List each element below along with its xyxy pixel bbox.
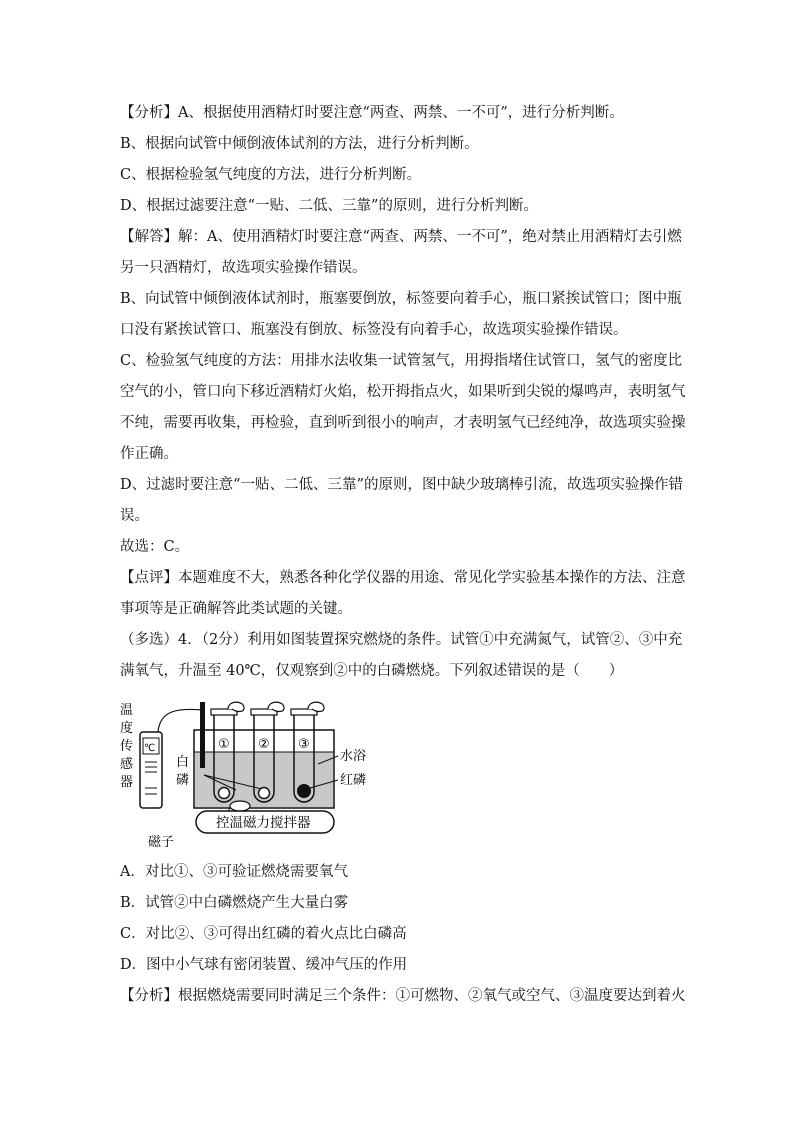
sensor-label-char: 传: [120, 739, 134, 754]
tube-label-3: ③: [298, 737, 310, 752]
option-b: B．试管②中白磷燃烧产生大量白雾: [120, 895, 349, 911]
option-c: C．对比②、③可得出红磷的着火点比白磷高: [120, 926, 407, 942]
magnetic-stir-bar: [230, 801, 250, 811]
white-phosphorus-label: 白: [176, 755, 190, 770]
comment-line-1: 【点评】本题难度不大，熟悉各种化学仪器的用途、常见化学实验基本操作的方法、注意: [120, 570, 686, 586]
water-bath-label: 水浴: [340, 749, 367, 764]
white-phosphorus-1: [219, 788, 230, 799]
sensor-label-char: 度: [120, 721, 134, 736]
comment-line-2: 事项等是正确解答此类试题的关键。: [120, 601, 352, 617]
answer-line-4: 口没有紧挨试管口、瓶塞没有倒放、标签没有向着手心，故选项实验操作错误。: [120, 322, 628, 338]
tube-label-2: ②: [258, 737, 270, 752]
answer-line-7: 不纯，需要再收集，再检验，直到听到很小的响声，才表明氢气已经纯净，故选项实验操: [120, 415, 686, 431]
sensor-label-char: 温: [120, 703, 134, 718]
question-line-2: 满氧气，升温至 40℃，仅观察到②中的白磷燃烧。下列叙述错误的是（ ）: [120, 663, 624, 679]
celsius-symbol: ℃: [144, 743, 156, 754]
question-line-1: （多选）4．（2分）利用如图装置探究燃烧的条件。试管①中充满氮气，试管②、③中充: [120, 632, 683, 648]
sensor-label-char: 器: [120, 775, 134, 790]
red-phosphorus-label: 红磷: [340, 773, 367, 788]
white-phosphorus-label: 磷: [176, 773, 190, 788]
option-a: A．对比①、③可验证燃烧需要氧气: [120, 864, 348, 880]
temperature-probe: [200, 702, 205, 768]
answer-line-8: 作正确。: [120, 446, 178, 462]
answer-line-3: B、向试管中倾倒液体试剂时，瓶塞要倒放，标签要向着手心，瓶口紧挨试管口；图中瓶: [120, 291, 682, 307]
analysis-line-2: B、根据向试管中倾倒液体试剂的方法，进行分析判断。: [120, 136, 479, 152]
answer-line-10: 误。: [120, 508, 149, 524]
answer-line-2: 另一只酒精灯，故选项实验操作错误。: [120, 260, 367, 276]
analysis-line-1: 【分析】A、根据使用酒精灯时要注意“两查、两禁、一不可”，进行分析判断。: [120, 105, 624, 121]
choice-line: 故选：C。: [120, 539, 190, 555]
analysis-line-3: C、根据检验氢气纯度的方法，进行分析判断。: [120, 167, 422, 183]
answer-line-5: C、检验氢气纯度的方法：用排水法收集一试管氢气，用拇指堵住试管口，氢气的密度比: [120, 353, 683, 369]
magnet-label: 磁子: [148, 835, 175, 850]
analysis-last-line: 【分析】根据燃烧需要同时满足三个条件：①可燃物、②氧气或空气、③温度要达到着火: [120, 988, 686, 1004]
stirrer-label: 控温磁力搅拌器: [216, 815, 311, 831]
white-phosphorus-2: [259, 788, 270, 799]
analysis-line-4: D、根据过滤要注意“一贴、二低、三靠”的原则，进行分析判断。: [120, 198, 538, 214]
answer-line-9: D、过滤时要注意“一贴、二低、三靠”的原则，图中缺少玻璃棒引流，故选项实验操作错: [120, 477, 683, 493]
tube-label-1: ①: [218, 737, 230, 752]
answer-line-1: 【解答】解：A、使用酒精灯时要注意“两查、两禁、一不可”，绝对禁止用酒精灯去引燃: [120, 229, 682, 245]
option-d: D．图中小气球有密闭装置、缓冲气压的作用: [120, 957, 408, 973]
sensor-cable: [158, 709, 202, 732]
sensor-label-char: 感: [120, 757, 134, 772]
answer-line-6: 空气的小，管口向下移近酒精灯火焰，松开拇指点火，如果听到尖锐的爆鸣声，表明氢气: [120, 384, 686, 400]
red-phosphorus: [297, 784, 311, 798]
combustion-apparatus-diagram: [118, 700, 367, 850]
